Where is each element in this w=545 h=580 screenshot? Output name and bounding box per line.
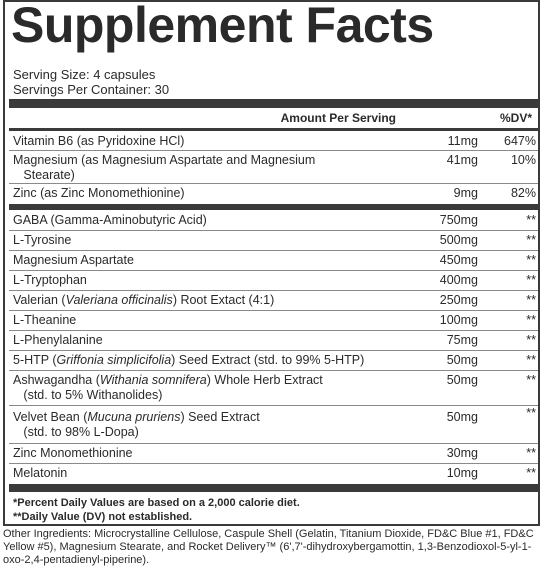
ingredient-name: L-Phenylalanine: [13, 333, 103, 347]
ingredient-amount: 75mg: [446, 333, 478, 347]
nutrient-name: Vitamin B6 (as Pyridoxine HCl): [13, 134, 185, 148]
nutrient-amount: 9mg: [453, 186, 478, 200]
ingredient-row: [9, 464, 538, 483]
nutrient-amount: 11mg: [447, 134, 478, 148]
nutrient-name: Zinc (as Zinc Monomethionine): [13, 186, 185, 200]
serving-size: Serving Size: 4 capsules: [13, 67, 156, 82]
ingredient-dv: **: [526, 273, 536, 287]
ingredient-name: Melatonin: [13, 466, 68, 480]
header-amount: Amount Per Serving: [280, 111, 396, 125]
ingredient-row: [9, 251, 538, 271]
nutrient-amount: 41mg: [446, 153, 478, 167]
ingredient-row: [9, 211, 538, 231]
ingredient-amount: 50mg: [446, 410, 478, 424]
thick-divider-mid: [9, 204, 538, 210]
nutrient-name: Magnesium (as Magnesium Aspartate and Magnesium Stearate): [13, 153, 316, 182]
ingredient-row: [9, 231, 538, 251]
ingredient-row: [9, 291, 538, 311]
ingredient-amount: 50mg: [446, 373, 478, 387]
ingredient-row: [9, 351, 538, 371]
other-ingredients: Other Ingredients: Microcrystalline Cellulose, Caspule Shell (Gelatin, Titanium Dioxide, FD&C Blue #1, FD&C Yellow #5), Magnesium Stearate, and Rocket Delivery™ (6',7'-dihydroxybergamottin, 1,3-Benzodioxol-5-yl-1-oxo-2,4-pentadienyl-piperine).: [3, 528, 534, 566]
ingredient-dv: **: [526, 406, 536, 420]
ingredient-dv: **: [526, 313, 536, 327]
ingredient-row: [9, 444, 538, 464]
ingredient-name: L-Theanine: [13, 313, 77, 327]
ingredient-amount: 50mg: [446, 353, 478, 367]
facts-panel: [3, 0, 540, 526]
ingredient-name: L-Tyrosine: [13, 233, 72, 247]
nutrient-row: [9, 151, 538, 184]
ingredient-dv: **: [526, 353, 536, 367]
footnote-not-established: **Daily Value (DV) not established.: [13, 511, 193, 523]
servings-per-container: Servings Per Container: 30: [13, 82, 170, 97]
ingredient-dv: **: [526, 213, 536, 227]
ingredient-amount: 500mg: [439, 233, 478, 247]
ingredient-dv: **: [526, 293, 536, 307]
header-dv: %DV*: [499, 111, 532, 125]
ingredient-name: Ashwagandha (Withania somnifera) Whole Herb Extract (std. to 5% Withanolides): [13, 373, 323, 402]
ingredient-dv: **: [526, 446, 536, 460]
nutrient-row: [9, 184, 538, 202]
ingredient-row: [9, 406, 538, 444]
ingredient-name: Velvet Bean (Mucuna pruriens) Seed Extract (std. to 98% L-Dopa): [13, 410, 260, 439]
ingredient-amount: 10mg: [446, 466, 478, 480]
ingredient-row: [9, 271, 538, 291]
ingredient-dv: **: [526, 373, 536, 387]
thick-divider-top: [9, 99, 538, 108]
ingredient-row: [9, 331, 538, 351]
panel-title: Supplement Facts: [11, 0, 434, 53]
ingredient-amount: 30mg: [446, 446, 478, 460]
nutrient-dv: 10%: [510, 153, 536, 167]
ingredient-amount: 250mg: [439, 293, 478, 307]
ingredient-row: [9, 371, 538, 406]
ingredient-dv: **: [526, 253, 536, 267]
ingredient-name: L-Tryptophan: [13, 273, 87, 287]
ingredient-name: Magnesium Aspartate: [13, 253, 134, 267]
divider-header: [9, 128, 538, 131]
ingredient-row: [9, 311, 538, 331]
nutrient-dv: 647%: [504, 134, 536, 148]
ingredient-dv: **: [526, 466, 536, 480]
ingredient-amount: 750mg: [439, 213, 478, 227]
ingredient-name: 5-HTP (Griffonia simplicifolia) Seed Extract (std. to 99% 5-HTP): [13, 353, 365, 367]
nutrient-dv: 82%: [510, 186, 536, 200]
ingredient-name: Valerian (Valeriana officinalis) Root Extact (4:1): [13, 293, 275, 307]
ingredient-name: Zinc Monomethionine: [13, 446, 133, 460]
thick-divider-bottom: [9, 484, 538, 492]
ingredient-name: GABA (Gamma-Aminobutyric Acid): [13, 213, 207, 227]
ingredient-dv: **: [526, 233, 536, 247]
ingredient-amount: 400mg: [439, 273, 478, 287]
ingredient-amount: 450mg: [439, 253, 478, 267]
nutrient-row: [9, 132, 538, 151]
ingredient-amount: 100mg: [439, 313, 478, 327]
footnote-dv: *Percent Daily Values are based on a 2,000 calorie diet.: [13, 497, 300, 509]
ingredient-dv: **: [526, 333, 536, 347]
